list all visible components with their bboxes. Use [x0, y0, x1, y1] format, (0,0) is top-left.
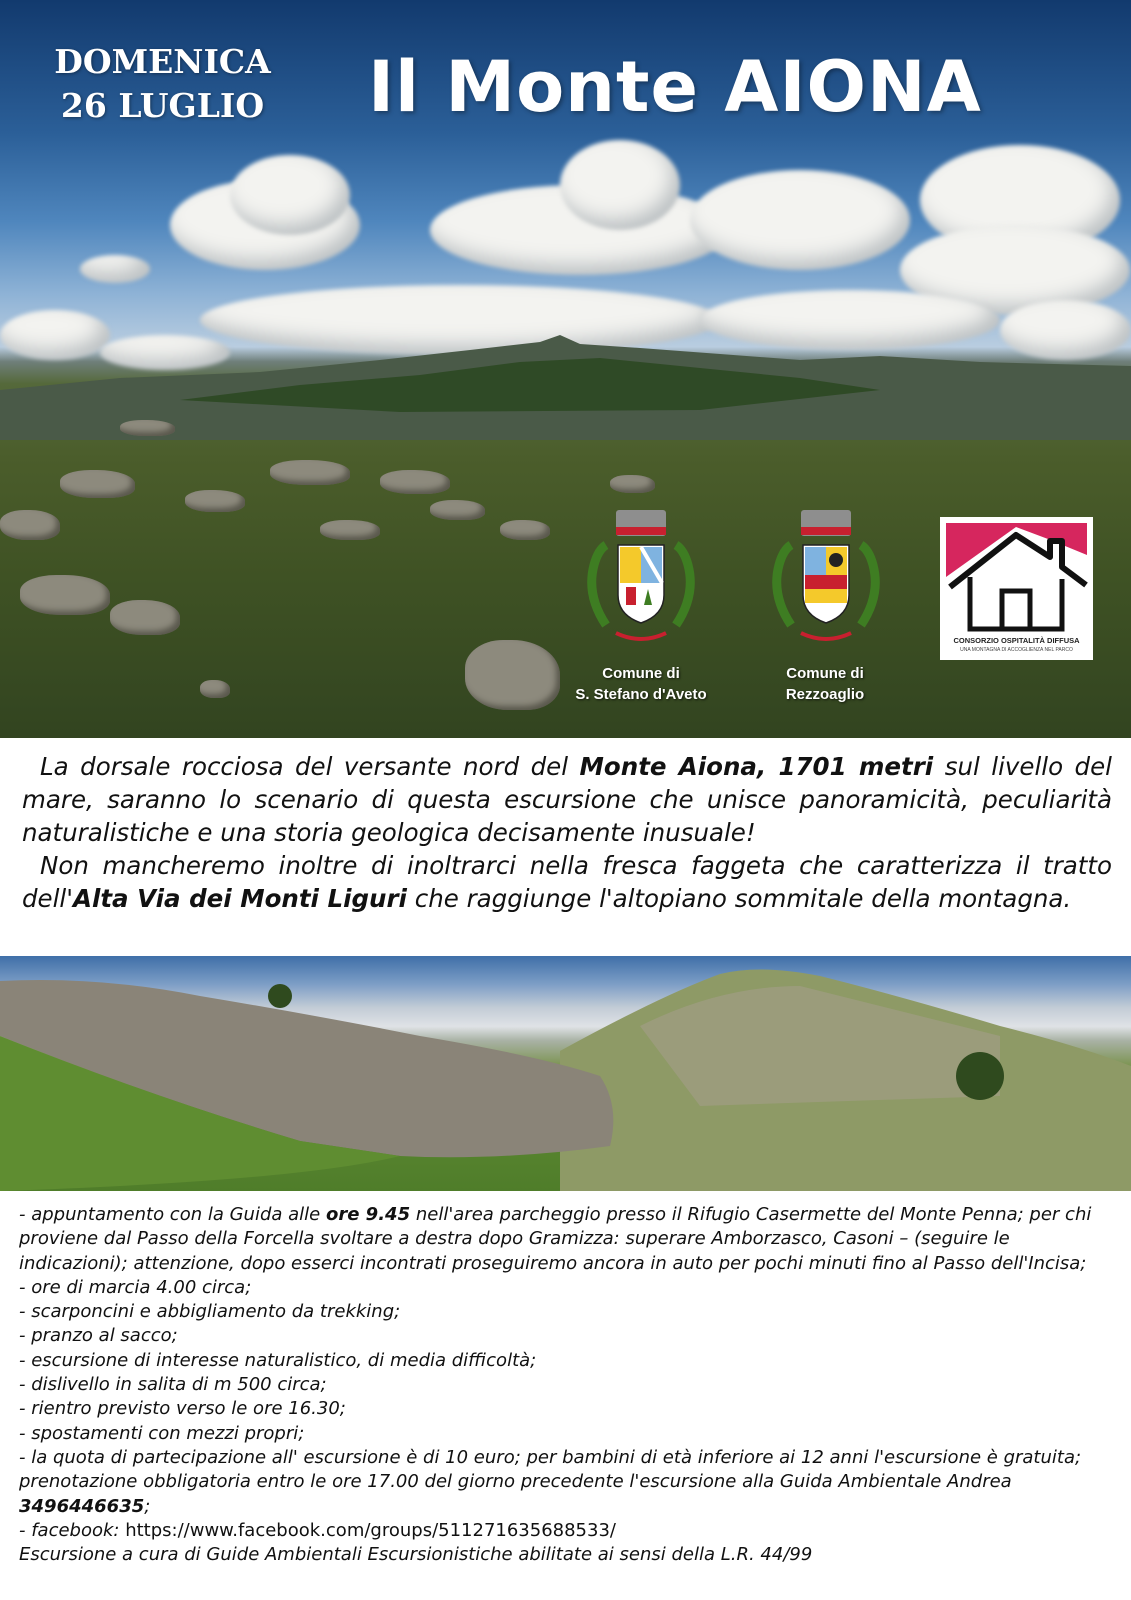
- mountain-highlight: Monte Aiona, 1701 metri: [579, 752, 934, 781]
- comune-santo-stefano-label: [556, 663, 726, 705]
- comune-label-line: S. Stefano d'Aveto: [575, 686, 707, 703]
- cloud: [560, 140, 680, 230]
- rock: [120, 420, 175, 436]
- cloud: [230, 155, 350, 235]
- detail-quota: [19, 1446, 1119, 1519]
- detail-item: - spostamenti con mezzi propri;: [19, 1422, 305, 1444]
- footer-note: Escursione a cura di Guide Ambientali Escursionistiche abilitate ai sensi della L.R. 44/99: [19, 1544, 813, 1566]
- cloud: [80, 255, 150, 283]
- facebook-label: - facebook:: [19, 1519, 126, 1541]
- hero-photo: [0, 0, 1131, 738]
- rock: [0, 510, 60, 540]
- page-title: Il Monte AIONA: [368, 46, 982, 128]
- text-span: sul livello del mare, saranno lo scenario di questa escursione che unisce panoramicità, peculiarità naturalistiche e una storia geologica decisamente inusuale!: [22, 752, 1112, 847]
- rocky-hillside: [0, 956, 1131, 1191]
- trail-highlight: Alta Via dei Monti Liguri: [72, 884, 407, 913]
- facebook-link[interactable]: https://www.facebook.com/groups/511271635688533/: [125, 1519, 616, 1541]
- rock: [500, 520, 550, 540]
- text-span: - appuntamento con la Guida alle: [19, 1204, 326, 1225]
- rock: [610, 475, 655, 493]
- detail-appuntamento: [19, 1203, 1119, 1276]
- detail-item: - scarponcini e abbigliamento da trekking;: [19, 1301, 401, 1323]
- text-span: Non mancheremo inoltre di inoltrarci nella fresca faggeta che caratterizza il tratto dell': [22, 851, 1112, 913]
- rock: [270, 460, 350, 485]
- meeting-time: ore 9.45: [325, 1204, 411, 1225]
- detail-item: - dislivello in salita di m 500 circa;: [19, 1374, 327, 1396]
- intro-paragraph-2: [22, 849, 1112, 915]
- rock: [200, 680, 230, 698]
- rock: [380, 470, 450, 494]
- rock: [430, 500, 485, 520]
- detail-item: - escursione di interesse naturalistico, di media difficoltà;: [19, 1349, 537, 1371]
- comune-label-line: Comune di: [602, 665, 680, 682]
- house-icon: [940, 517, 1093, 635]
- rock: [465, 640, 560, 710]
- text-span: nell'area parcheggio presso il Rifugio Casermette del Monte Penna; per chi proviene dal Passo della Forcella svoltare a destra dopo Gramizza: superare Amborzasco, Casoni – (seguire le indicazioni); attenzione, dopo esserci incontrati proseguiremo ancora in auto per pochi minuti fino al Passo dell'Incisa;: [19, 1204, 1092, 1274]
- rock: [20, 575, 110, 615]
- rock: [60, 470, 135, 498]
- coat-of-arms-santo-stefano: [586, 505, 696, 650]
- detail-item: - rientro previsto verso le ore 16.30;: [19, 1398, 346, 1420]
- detail-facebook: [19, 1519, 1119, 1543]
- date-day-month: 26 LUGLIO: [60, 86, 265, 125]
- text-span: che raggiunge l'altopiano sommitale della montagna.: [406, 884, 1072, 913]
- text-span: La dorsale rocciosa del versante nord del: [40, 752, 580, 781]
- consorzio-tagline: UNA MONTAGNA DI ACCOGLIENZA NEL PARCO: [960, 647, 1073, 653]
- detail-item: - ore di marcia 4.00 circa;: [19, 1276, 252, 1298]
- consorzio-logo: [940, 517, 1093, 660]
- intro-text: [22, 750, 1112, 915]
- consorzio-name: CONSORZIO OSPITALITÀ DIFFUSA: [953, 636, 1080, 645]
- intro-paragraph-1: [22, 750, 1112, 849]
- comune-label-line: Comune di: [786, 665, 864, 682]
- guide-phone[interactable]: 3496446635: [19, 1495, 145, 1517]
- event-date: [30, 40, 295, 128]
- coat-of-arms-rezzoaglio: [771, 505, 881, 650]
- comune-label-line: Rezzoaglio: [785, 686, 865, 703]
- event-details: [19, 1203, 1119, 1567]
- date-weekday: DOMENICA: [54, 42, 271, 81]
- text-span: ;: [144, 1495, 151, 1517]
- panorama-photo: [0, 956, 1131, 1191]
- cloud: [690, 170, 910, 270]
- rock: [110, 600, 180, 635]
- comune-rezzoaglio-label: [760, 663, 890, 705]
- rock: [320, 520, 380, 540]
- rock: [185, 490, 245, 512]
- detail-item: - pranzo al sacco;: [19, 1325, 178, 1347]
- text-span: - la quota di partecipazione all' escursione è di 10 euro; per bambini di età inferiore ai 12 anni l'escursione è gratuita; prenotazione obbligatoria entro le ore 17.00 del giorno precedente l'escursione alla Guida Ambientale Andrea: [19, 1446, 1082, 1493]
